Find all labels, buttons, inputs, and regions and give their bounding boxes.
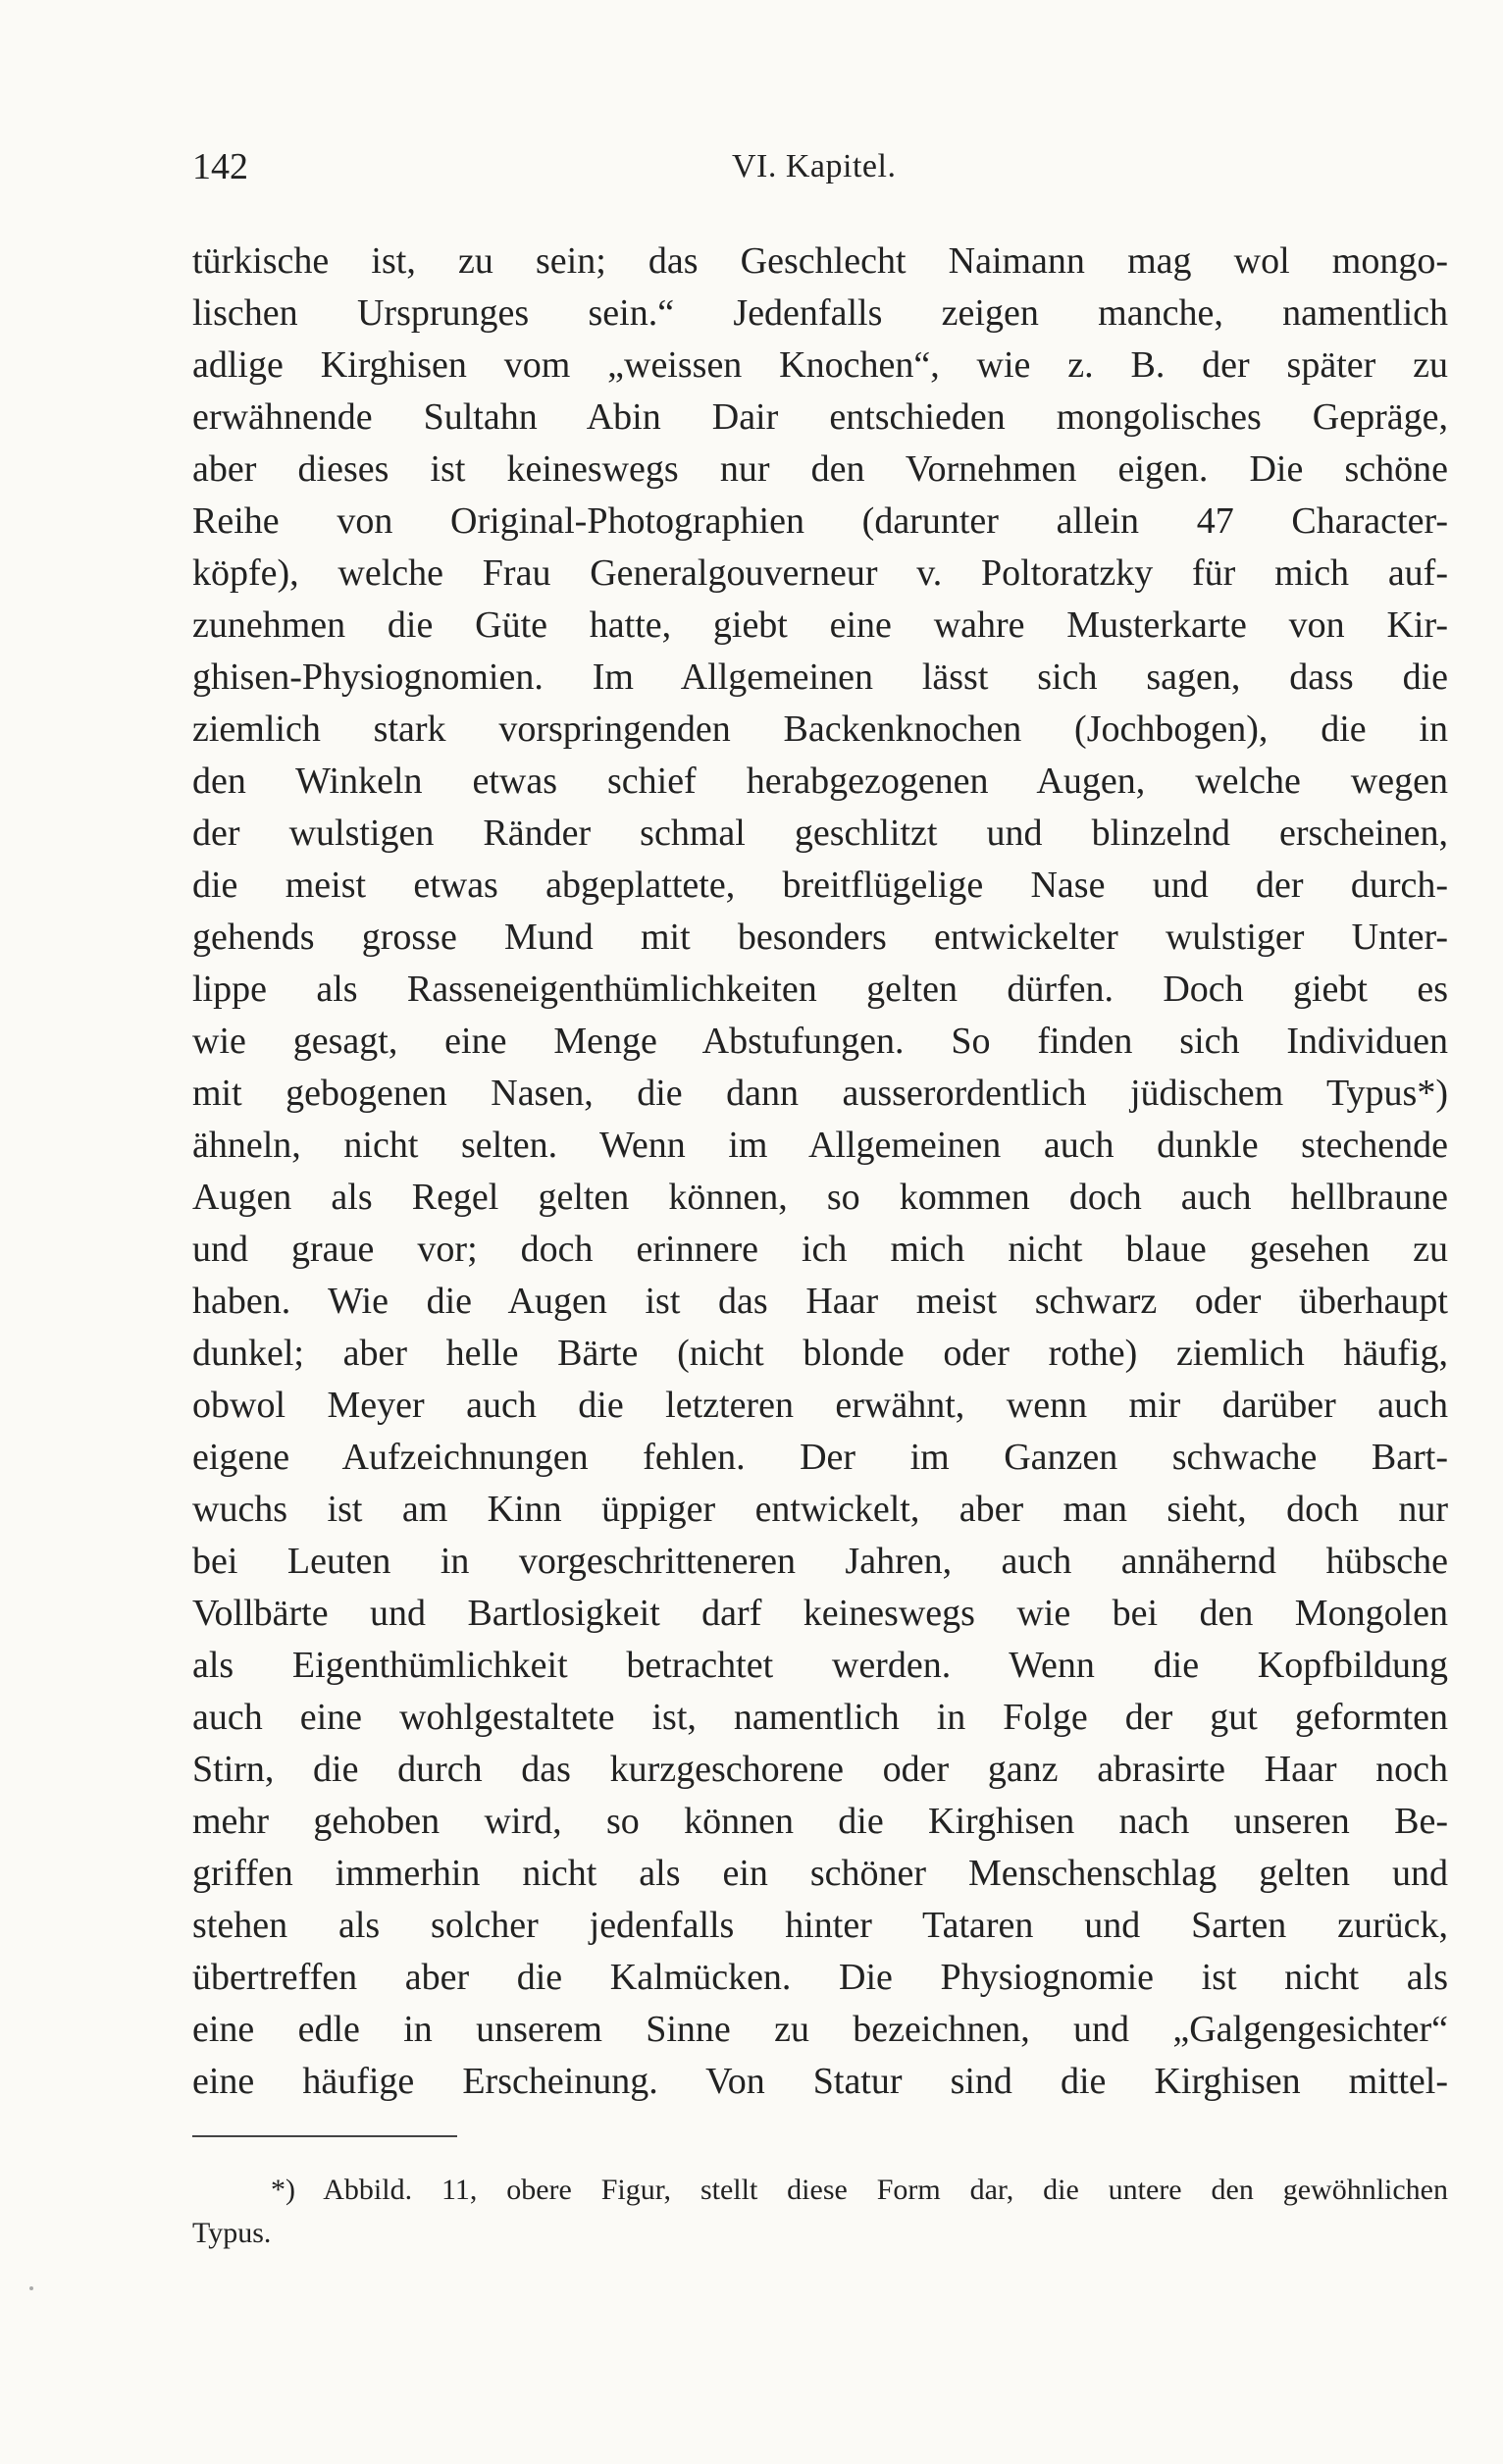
text-line: lischen Ursprunges sein.“ Jedenfalls zeigen manche, namentlich (192, 292, 1448, 334)
text-line: griffen immerhin nicht als ein schöner Menschenschlag gelten und (192, 1853, 1448, 1894)
text-line: gehends grosse Mund mit besonders entwickelter wulstiger Unter- (192, 917, 1448, 958)
text-line: ähneln, nicht selten. Wenn im Allgemeinen auch dunkle stechende (192, 1125, 1448, 1166)
text-line: zunehmen die Güte hatte, giebt eine wahre Musterkarte von Kir- (192, 604, 1448, 646)
text-line: köpfe), welche Frau Generalgouverneur v. Poltoratzky für mich auf- (192, 552, 1448, 594)
text-line: und graue vor; doch erinnere ich mich nicht blaue gesehen zu (192, 1229, 1448, 1270)
text-line: stehen als solcher jedenfalls hinter Tataren und Sarten zurück, (192, 1905, 1448, 1946)
text-line: Stirn, die durch das kurzgeschorene oder ganz abrasirte Haar noch (192, 1749, 1448, 1790)
paper-speck (29, 2286, 33, 2290)
footnote (192, 2169, 1448, 2255)
text-line: als Eigenthümlichkeit betrachtet werden. Wenn die Kopfbildung (192, 1645, 1448, 1686)
text-line: ghisen-Physiognomien. Im Allgemeinen lässt sich sagen, dass die (192, 656, 1448, 698)
text-line: obwol Meyer auch die letzteren erwähnt, wenn mir darüber auch (192, 1385, 1448, 1426)
footnote-rule (192, 2135, 457, 2137)
text-line: übertreffen aber die Kalmücken. Die Physiognomie ist nicht als (192, 1957, 1448, 1998)
text-line: Reihe von Original-Photographien (darunter allein 47 Character- (192, 500, 1448, 542)
text-line: erwähnende Sultahn Abin Dair entschieden mongolisches Gepräge, (192, 396, 1448, 438)
text-line: aber dieses ist keineswegs nur den Vornehmen eigen. Die schöne (192, 448, 1448, 490)
text-line: eine edle in unserem Sinne zu bezeichnen, und „Galgengesichter“ (192, 2009, 1448, 2050)
text-line: Vollbärte und Bartlosigkeit darf keineswegs wie bei den Mongolen (192, 1593, 1448, 1634)
page-number: 142 (192, 146, 248, 187)
text-line: den Winkeln etwas schief herabgezogenen Augen, welche wegen (192, 760, 1448, 802)
text-line: Augen als Regel gelten können, so kommen doch auch hellbraune (192, 1177, 1448, 1218)
text-line: eigene Aufzeichnungen fehlen. Der im Ganzen schwache Bart- (192, 1437, 1448, 1478)
text-line: wie gesagt, eine Menge Abstufungen. So finden sich Individuen (192, 1021, 1448, 1062)
text-line: bei Leuten in vorgeschritteneren Jahren, auch annähernd hübsche (192, 1541, 1448, 1582)
text-line: ziemlich stark vorspringenden Backenknochen (Jochbogen), die in (192, 708, 1448, 750)
text-line: die meist etwas abgeplattete, breitflügelige Nase und der durch- (192, 865, 1448, 906)
text-line: lippe als Rasseneigenthümlichkeiten gelten dürfen. Doch giebt es (192, 969, 1448, 1010)
page-header (192, 137, 1448, 196)
text-line: wuchs ist am Kinn üppiger entwickelt, aber man sieht, doch nur (192, 1489, 1448, 1530)
text-line: dunkel; aber helle Bärte (nicht blonde oder rothe) ziemlich häufig, (192, 1333, 1448, 1374)
text-line: eine häufige Erscheinung. Von Statur sind die Kirghisen mittel- (192, 2061, 1448, 2102)
text-line: mehr gehoben wird, so können die Kirghisen nach unseren Be- (192, 1801, 1448, 1842)
text-line: haben. Wie die Augen ist das Haar meist schwarz oder überhaupt (192, 1281, 1448, 1322)
text-line: der wulstigen Ränder schmal geschlitzt und blinzelnd erscheinen, (192, 813, 1448, 854)
running-head: VI. Kapitel. (732, 148, 897, 184)
text-line: türkische ist, zu sein; das Geschlecht Naimann mag wol mongo- (192, 240, 1448, 282)
text-line: mit gebogenen Nasen, die dann ausserordentlich jüdischem Typus*) (192, 1073, 1448, 1114)
text-line: auch eine wohlgestaltete ist, namentlich in Folge der gut geformten (192, 1697, 1448, 1738)
footnote-line: Typus. (192, 2217, 272, 2249)
body-text (192, 236, 1448, 2108)
footnote-line: *) Abbild. 11, obere Figur, stellt diese Form dar, die untere den gewöhnlichen (271, 2174, 1448, 2206)
text-line: adlige Kirghisen vom „weissen Knochen“, wie z. B. der später zu (192, 344, 1448, 386)
